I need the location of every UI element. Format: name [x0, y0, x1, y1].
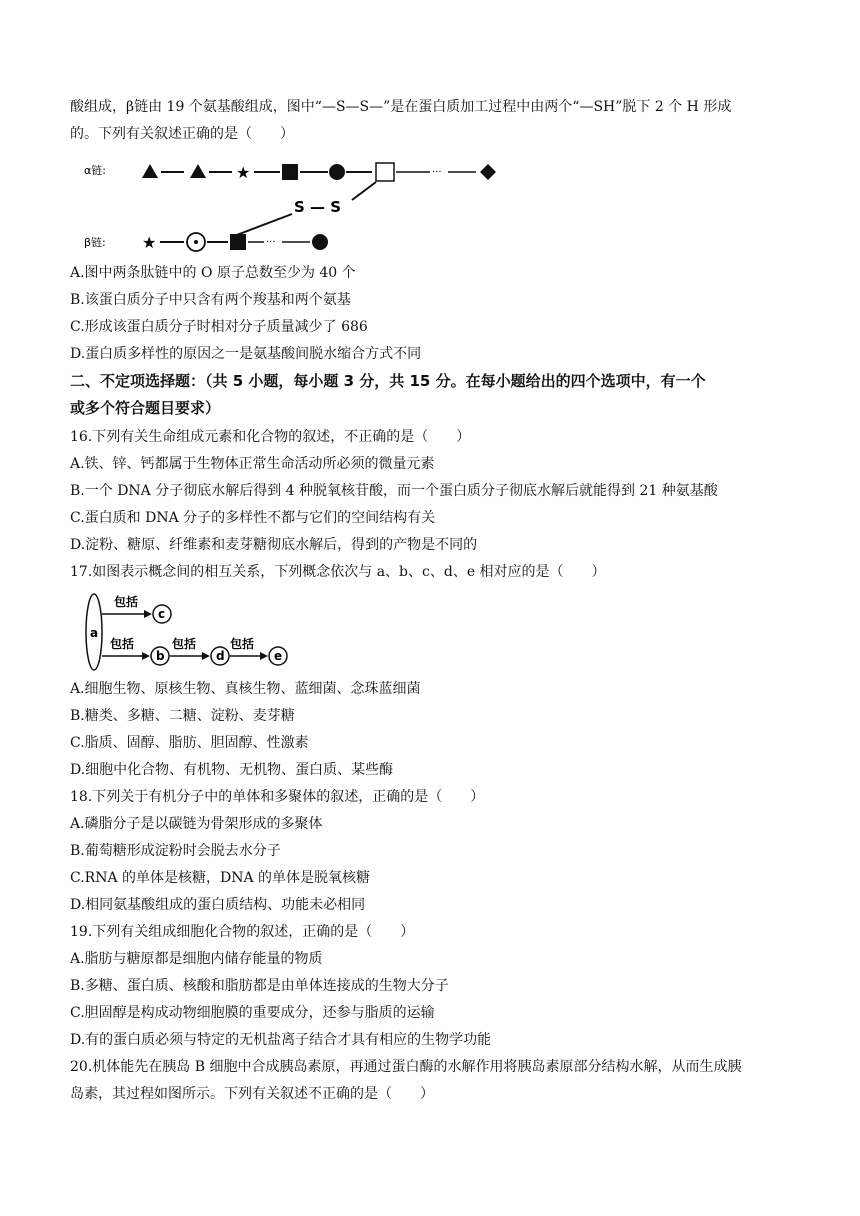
q17-option-b: B.糖类、多糖、二糖、淀粉、麦芽糖 — [70, 708, 295, 724]
q15-option-d: D.蛋白质多样性的原因之一是氨基酸间脱水缩合方式不同 — [70, 346, 422, 362]
q16-option-c: C.蛋白质和 DNA 分子的多样性不都与它们的空间结构有关 — [70, 510, 436, 526]
q15-option-a: A.图中两条肽链中的 O 原子总数至少为 40 个 — [70, 265, 356, 281]
q20-stem-line-2: 岛素，其过程如图所示。下列有关叙述不正确的是（ ） — [70, 1086, 434, 1102]
q15-option-c: C.形成该蛋白质分子时相对分子质量减少了 686 — [70, 319, 368, 335]
diamond-symbol — [480, 164, 496, 180]
disulfide-bond-label: S — S — [294, 198, 342, 216]
q15-stem-line-2: 的。下列有关叙述正确的是（ ） — [70, 126, 294, 142]
q18-option-b: B.葡萄糖形成淀粉时会脱去水分子 — [70, 843, 281, 859]
star-symbol: ★ — [236, 163, 251, 182]
concept-d-label: d — [216, 649, 225, 663]
square-symbol — [282, 164, 298, 180]
q16-option-a: A.铁、锌、钙都属于生物体正常生命活动所必须的微量元素 — [70, 456, 435, 472]
peptide-chain-figure — [84, 154, 514, 254]
q17-option-d: D.细胞中化合物、有机物、无机物、蛋白质、某些酶 — [70, 762, 394, 778]
q20-stem-line-1: 20.机体能先在胰岛 B 细胞中合成胰岛素原，再通过蛋白酶的水解作用将胰岛素原部分结构水解，从而生成胰 — [70, 1059, 742, 1075]
q16-stem: 16.下列有关生命组成元素和化合物的叙述，不正确的是（ ） — [70, 429, 471, 445]
q19-stem: 19.下列有关组成细胞化合物的叙述，正确的是（ ） — [70, 924, 415, 940]
concept-c-label: c — [158, 607, 166, 621]
ellipsis-symbol: ··· — [266, 237, 276, 248]
q18-option-d: D.相同氨基酸组成的蛋白质结构、功能未必相同 — [70, 897, 366, 913]
q18-option-a: A.磷脂分子是以碳链为骨架形成的多聚体 — [70, 816, 323, 832]
concept-b-label: b — [156, 649, 165, 663]
section-2-heading: 二、不定项选择题：（共 5 小题，每小题 3 分，共 15 分。在每小题给出的四个选项中，有一个 — [70, 372, 706, 390]
include-label: 包括 — [110, 637, 135, 651]
alpha-chain-label: α链: — [84, 164, 106, 177]
ellipsis-symbol: ··· — [432, 167, 442, 178]
concept-a-label: a — [90, 626, 99, 640]
include-label: 包括 — [114, 595, 139, 609]
q17-stem: 17.如图表示概念间的相互关系，下列概念依次与 a、b、c、d、e 相对应的是（ ） — [70, 564, 606, 580]
section-2-heading-cont: 或多个符合题目要求） — [70, 399, 221, 417]
q18-stem: 18.下列关于有机分子中的单体和多聚体的叙述，正确的是（ ） — [70, 789, 485, 805]
q15-stem-line-1: 酸组成，β链由 19 个氨基酸组成，图中“—S—S—”是在蛋白质加工过程中由两个“—SH”脱下 2 个 H 形成 — [70, 99, 732, 115]
q19-option-c: C.胆固醇是构成动物细胞膜的重要成分，还参与脂质的运输 — [70, 1005, 435, 1021]
triangle-symbol — [190, 164, 206, 178]
beta-chain-label: β链: — [84, 236, 106, 249]
q16-option-b: B.一个 DNA 分子彻底水解后得到 4 种脱氧核苷酸，而一个蛋白质分子彻底水解后就能得到 21 种氨基酸 — [70, 483, 718, 499]
q19-option-d: D.有的蛋白质必须与特定的无机盐离子结合才具有相应的生物学功能 — [70, 1032, 492, 1048]
q19-option-b: B.多糖、蛋白质、核酸和脂肪都是由单体连接成的生物大分子 — [70, 978, 449, 994]
triangle-symbol — [142, 164, 158, 178]
q17-option-c: C.脂质、固醇、脂肪、胆固醇、性激素 — [70, 735, 309, 751]
circle-symbol — [312, 234, 328, 250]
star-symbol: ★ — [142, 233, 157, 252]
q16-option-d: D.淀粉、糖原、纤维素和麦芽糖彻底水解后，得到的产物是不同的 — [70, 537, 478, 553]
q15-option-b: B.该蛋白质分子中只含有两个羧基和两个氨基 — [70, 292, 351, 308]
circle-symbol — [329, 164, 345, 180]
include-label: 包括 — [230, 637, 255, 651]
include-label: 包括 — [172, 637, 197, 651]
q18-option-c: C.RNA 的单体是核糖，DNA 的单体是脱氧核糖 — [70, 870, 371, 886]
q17-option-a: A.细胞生物、原核生物、真核生物、蓝细菌、念珠蓝细菌 — [70, 681, 421, 697]
open-square-symbol — [376, 163, 394, 181]
concept-e-label: e — [274, 649, 283, 663]
q19-option-a: A.脂肪与糖原都是细胞内储存能量的物质 — [70, 951, 323, 967]
concept-diagram — [84, 590, 304, 672]
square-symbol — [230, 234, 246, 250]
